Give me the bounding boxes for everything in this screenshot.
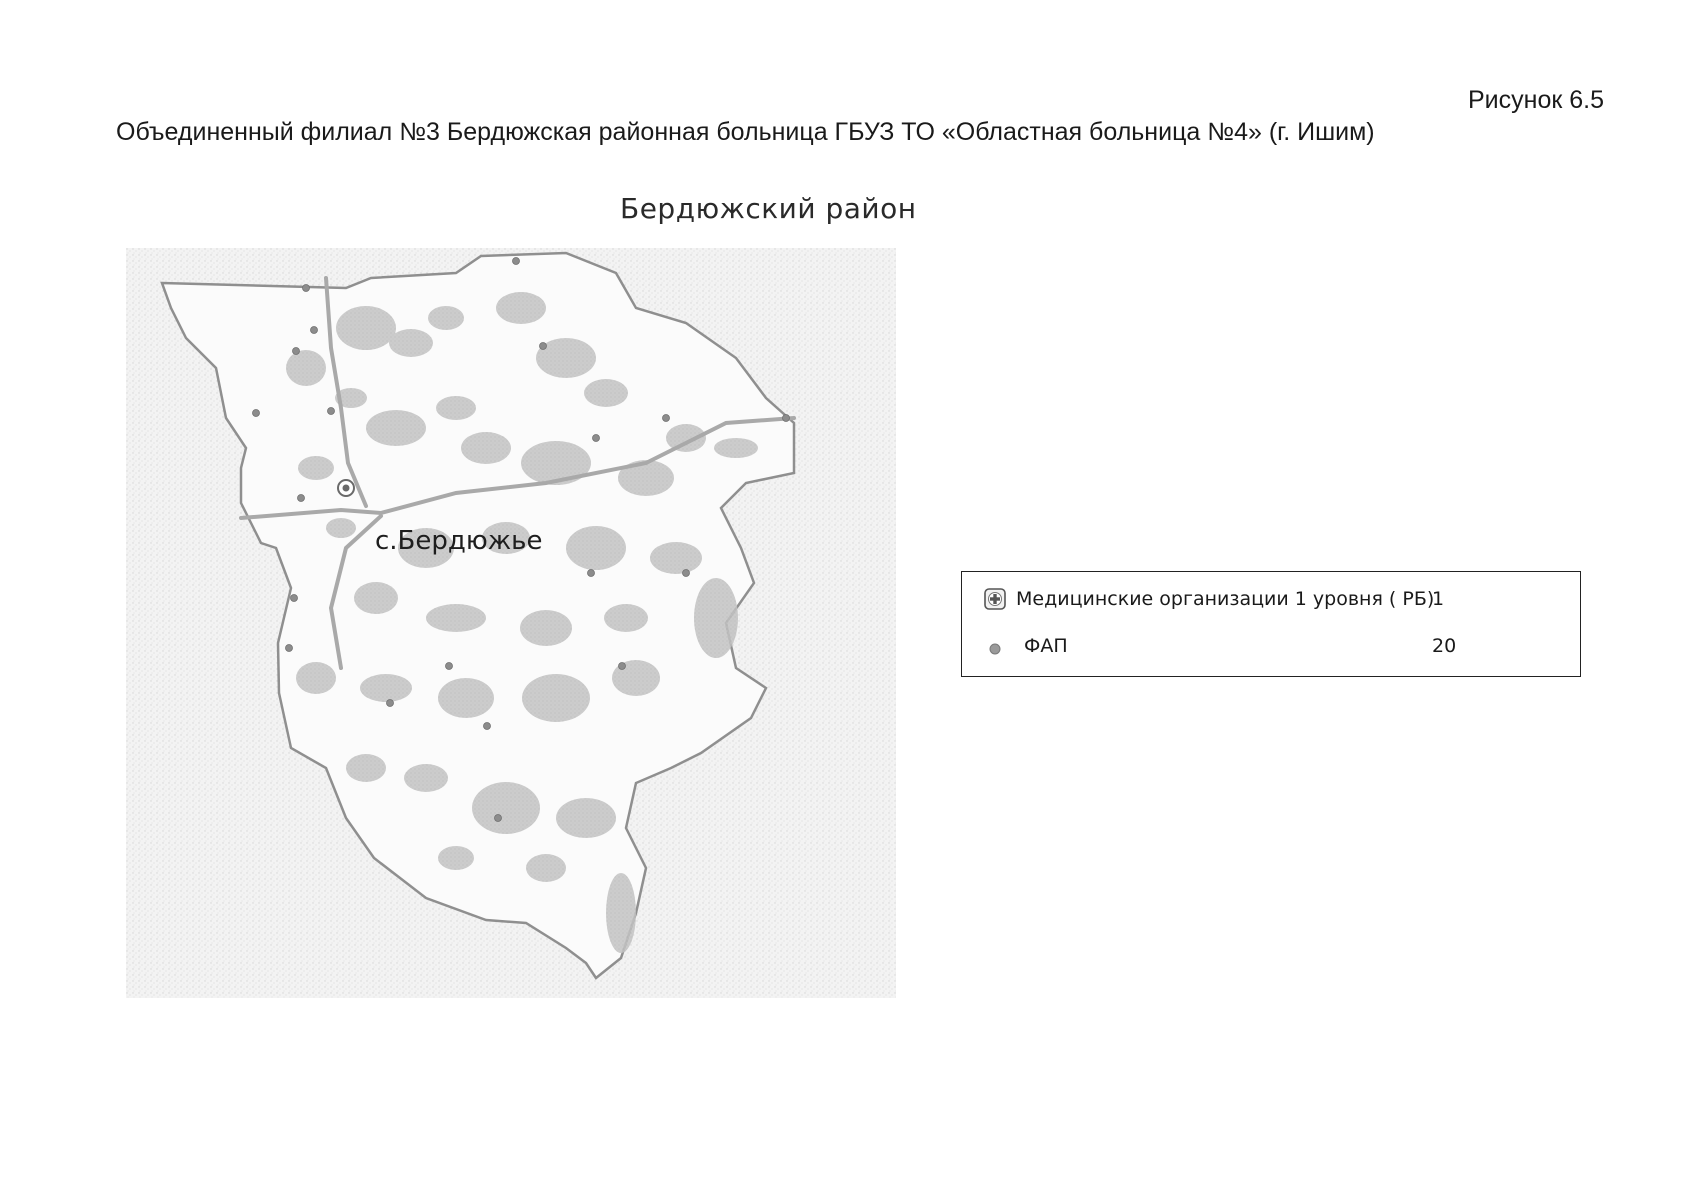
fap-marker — [328, 408, 335, 415]
legend-label-hospital: Медицинские организации 1 уровня ( РБ) — [1016, 588, 1435, 610]
legend-count-hospital: 1 — [1432, 588, 1445, 610]
district-map — [126, 248, 896, 998]
fap-marker — [540, 343, 547, 350]
fap-marker — [446, 663, 453, 670]
legend-item-fap — [962, 633, 1580, 663]
figure-caption: Объединенный филиал №3 Бердюжская районная больница ГБУЗ ТО «Областная больница №4» (г. Ишим) — [116, 118, 1375, 146]
fap-marker — [293, 348, 300, 355]
fap-marker — [291, 595, 298, 602]
fap-marker — [619, 663, 626, 670]
map-legend — [961, 571, 1581, 677]
fap-marker — [484, 723, 491, 730]
hospital-cross-icon — [984, 588, 1006, 610]
fap-marker — [286, 645, 293, 652]
fap-marker — [303, 285, 310, 292]
legend-count-fap: 20 — [1432, 635, 1457, 657]
district-map-svg — [126, 248, 896, 998]
center-village-label: с.Бердюжье — [375, 526, 543, 556]
legend-label-fap: ФАП — [1024, 635, 1068, 657]
fap-marker — [298, 495, 305, 502]
figure-number: Рисунок 6.5 — [1468, 86, 1604, 114]
fap-marker — [513, 258, 520, 265]
fap-marker — [593, 435, 600, 442]
legend-item-hospital — [962, 586, 1580, 616]
fap-marker — [387, 700, 394, 707]
fap-marker — [783, 415, 790, 422]
fap-marker — [311, 327, 318, 334]
fap-dot-icon — [984, 635, 1006, 657]
fap-marker — [588, 570, 595, 577]
fap-marker — [253, 410, 260, 417]
fap-marker — [663, 415, 670, 422]
map-title: Бердюжский район — [620, 192, 917, 225]
fap-marker — [495, 815, 502, 822]
district-hospital-marker — [338, 480, 354, 496]
fap-marker — [683, 570, 690, 577]
